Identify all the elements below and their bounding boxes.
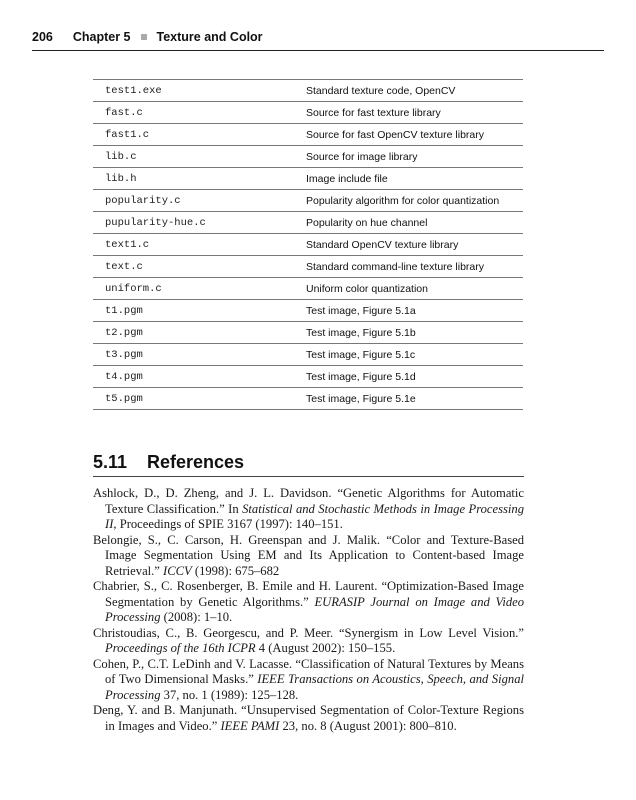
file-name: fast1.c: [105, 128, 150, 141]
table-row: [93, 322, 523, 344]
file-name: fast.c: [105, 106, 143, 119]
file-name: popularity.c: [105, 194, 181, 207]
reference-list: [93, 486, 524, 734]
chapter-title: Texture and Color: [156, 30, 263, 44]
running-header: [32, 30, 592, 44]
reference-title: “Color and Texture-Based Image Segmentation Using EM and Its Application to Content-based Image Retrieval.”: [105, 532, 525, 578]
reference-venue: IEEE Transactions on Acoustics, Speech, and Signal Processing: [105, 672, 524, 702]
file-description: Test image, Figure 5.1b: [306, 326, 416, 339]
file-description: Test image, Figure 5.1a: [306, 304, 416, 317]
file-description: Source for image library: [306, 150, 418, 163]
reference-details: 23, no. 8 (August 2001): 800–810.: [279, 718, 457, 733]
file-name: t1.pgm: [105, 304, 143, 317]
file-description: Source for fast texture library: [306, 106, 441, 119]
reference-entry: [93, 486, 524, 533]
file-description: Image include file: [306, 172, 388, 185]
table-row: [93, 388, 523, 410]
reference-details: 4 (August 2002): 150–155.: [255, 641, 396, 655]
reference-authors: Ashlock, D., D. Zheng, and J. L. Davidson.: [93, 486, 338, 500]
table-row: [93, 168, 523, 190]
file-name: test1.exe: [105, 84, 162, 97]
reference-authors: Chabrier, S., C. Rosenberger, B. Emile and H. Laurent.: [93, 579, 382, 593]
file-name: text1.c: [105, 238, 150, 251]
file-name: pupularity-hue.c: [105, 216, 206, 229]
file-description: Standard OpenCV texture library: [306, 238, 459, 251]
file-description: Uniform color quantization: [306, 282, 428, 295]
file-name: uniform.c: [105, 282, 162, 295]
reference-entry: [93, 579, 524, 626]
table-row: [93, 212, 523, 234]
reference-venue: ICCV: [163, 563, 192, 578]
table-row: [93, 278, 523, 300]
reference-entry: [93, 533, 524, 580]
file-description: Test image, Figure 5.1e: [306, 392, 416, 405]
file-name: lib.h: [105, 172, 137, 185]
table-row: [93, 124, 523, 146]
section-heading: [93, 452, 524, 473]
reference-authors: Deng, Y. and B. Manjunath.: [93, 703, 242, 717]
table-row: [93, 80, 523, 102]
reference-authors: Belongie, S., C. Carson, H. Greenspan and J. Malik.: [93, 532, 387, 547]
reference-title: “Classification of Natural Textures by Means of Two Dimensional Masks.”: [105, 656, 524, 686]
file-description: Standard texture code, OpenCV: [306, 84, 456, 97]
page-number: 206: [32, 30, 53, 44]
file-table: [93, 79, 523, 410]
section-title: References: [147, 452, 245, 472]
file-description: Popularity algorithm for color quantization: [306, 194, 500, 207]
file-name: t4.pgm: [105, 370, 143, 383]
file-description: Popularity on hue channel: [306, 216, 428, 229]
header-separator: [141, 34, 147, 40]
table-row: [93, 146, 523, 168]
file-description: Source for fast OpenCV texture library: [306, 128, 484, 141]
reference-entry: [93, 626, 524, 657]
reference-details: (2008): 1–10.: [160, 610, 233, 624]
file-description: Standard command-line texture library: [306, 260, 484, 273]
reference-title: “Genetic Algorithms for Automatic Texture Classification.” In: [105, 486, 525, 516]
reference-title: “Unsupervised Segmentation of Color-Texture Regions in Images and Video.”: [105, 703, 525, 733]
reference-title: “Optimization-Based Image Segmentation by Genetic Algorithms.”: [105, 579, 524, 609]
reference-entry: [93, 657, 524, 704]
file-name: text.c: [105, 260, 143, 273]
table-row: [93, 344, 523, 366]
table-row: [93, 300, 523, 322]
reference-details: (1998): 675–682: [191, 563, 280, 578]
header-rule: [32, 50, 604, 51]
section-number: 5.11: [93, 452, 128, 472]
chapter-label: Chapter 5: [72, 30, 131, 44]
reference-title: “Synergism in Low Level Vision.”: [338, 625, 524, 640]
table-row: [93, 190, 523, 212]
table-row: [93, 102, 523, 124]
table-row: [93, 234, 523, 256]
reference-venue: IEEE PAMI: [220, 718, 280, 733]
file-name: t5.pgm: [105, 392, 143, 405]
reference-venue: Statistical and Stochastic Methods in Image Processing II: [105, 501, 524, 531]
reference-venue: Proceedings of the 16th ICPR: [105, 641, 256, 655]
file-description: Test image, Figure 5.1d: [306, 370, 416, 383]
file-name: lib.c: [105, 150, 137, 163]
section-rule: [93, 476, 524, 477]
table-row: [93, 366, 523, 388]
reference-venue: EURASIP Journal on Image and Video Processing: [105, 594, 525, 624]
reference-entry: [93, 703, 524, 734]
reference-authors: Cohen, P., C.T. LeDinh and V. Lacasse.: [93, 656, 296, 671]
reference-details: , Proceedings of SPIE 3167 (1997): 140–151.: [113, 517, 343, 531]
reference-authors: Christoudias, C., B. Georgescu, and P. Meer.: [93, 625, 339, 640]
file-description: Test image, Figure 5.1c: [306, 348, 416, 361]
table-row: [93, 256, 523, 278]
file-name: t3.pgm: [105, 348, 143, 361]
reference-details: 37, no. 1 (1989): 125–128.: [160, 687, 299, 702]
file-name: t2.pgm: [105, 326, 143, 339]
